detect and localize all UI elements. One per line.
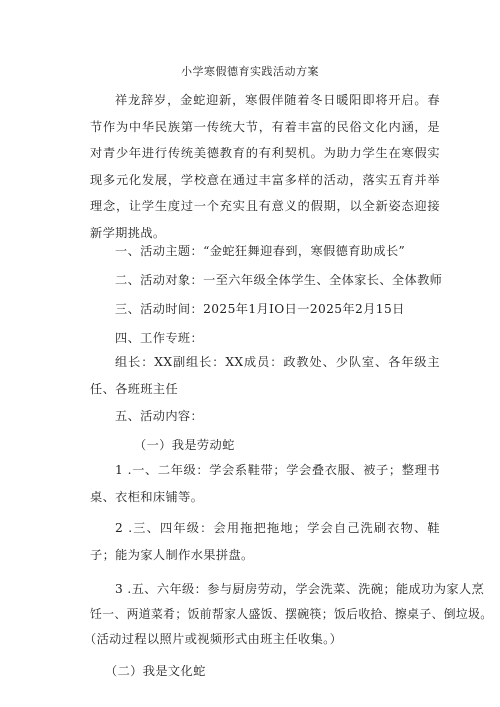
labor-item-note: （活动过程以照片或视频形式由班主任收集。）	[84, 632, 343, 646]
activity-theme: 一、活动主题：“金蛇狂舞迎春到，寒假德育助成长”	[115, 244, 406, 258]
labor-item-grade-5-6-line1: 3 .五、六年级：参与厨房劳动，学会洗菜、洗碗；能成功为家人烹	[115, 582, 485, 596]
labor-item-grade-5-6-line2: 饪一、两道菜肴；饭前帮家人盛饭、摆碗筷；饭后收拾、擦桌子、倒垃圾。	[90, 607, 493, 621]
labor-item-grade-3-4: 2 .三、四年级：会用拖把拖地；学会自己洗刷衣物、鞋子；能为家人制作水果拼盘。	[90, 521, 440, 562]
labor-item-grade-1-2: 1 .一、二年级：学会系鞋带；学会叠衣服、被子；整理书桌、衣柜和床铺等。	[90, 463, 440, 504]
activity-time: 三、活动时间：2025年1月IO日一2025年2月15日	[115, 302, 405, 316]
activity-audience: 二、活动对象：一至六年级全体学生、全体家长、全体教师	[115, 273, 443, 287]
section-labor-heading: （一）我是劳动蛇	[134, 438, 235, 452]
work-group-members: 组长：XX副组长：XX成员：政教处、少队室、各年级主任、各班班主任	[90, 355, 440, 396]
activity-content-heading: 五、活动内容：	[115, 409, 204, 423]
document-title: 小学寒假德育实践活动方案	[181, 65, 319, 78]
section-culture-heading: （二）我是文化蛇	[105, 664, 206, 678]
work-group-heading: 四、工作专班：	[115, 331, 204, 345]
intro-paragraph: 祥龙辞岁，金蛇迎新，寒假伴随着冬日暖阳即将开启。春节作为中华民族第一传统大节，有着丰富的民俗文化内涵，是对青少年进行传统美德教育的有利契机。为助力学生在寒假实现多元化发展，学校意在通过丰富多样的活动，落实五育并举理念，让学生度过一个充实且有意义的假期，以全新姿态迎接新学期挑战。	[90, 93, 440, 240]
